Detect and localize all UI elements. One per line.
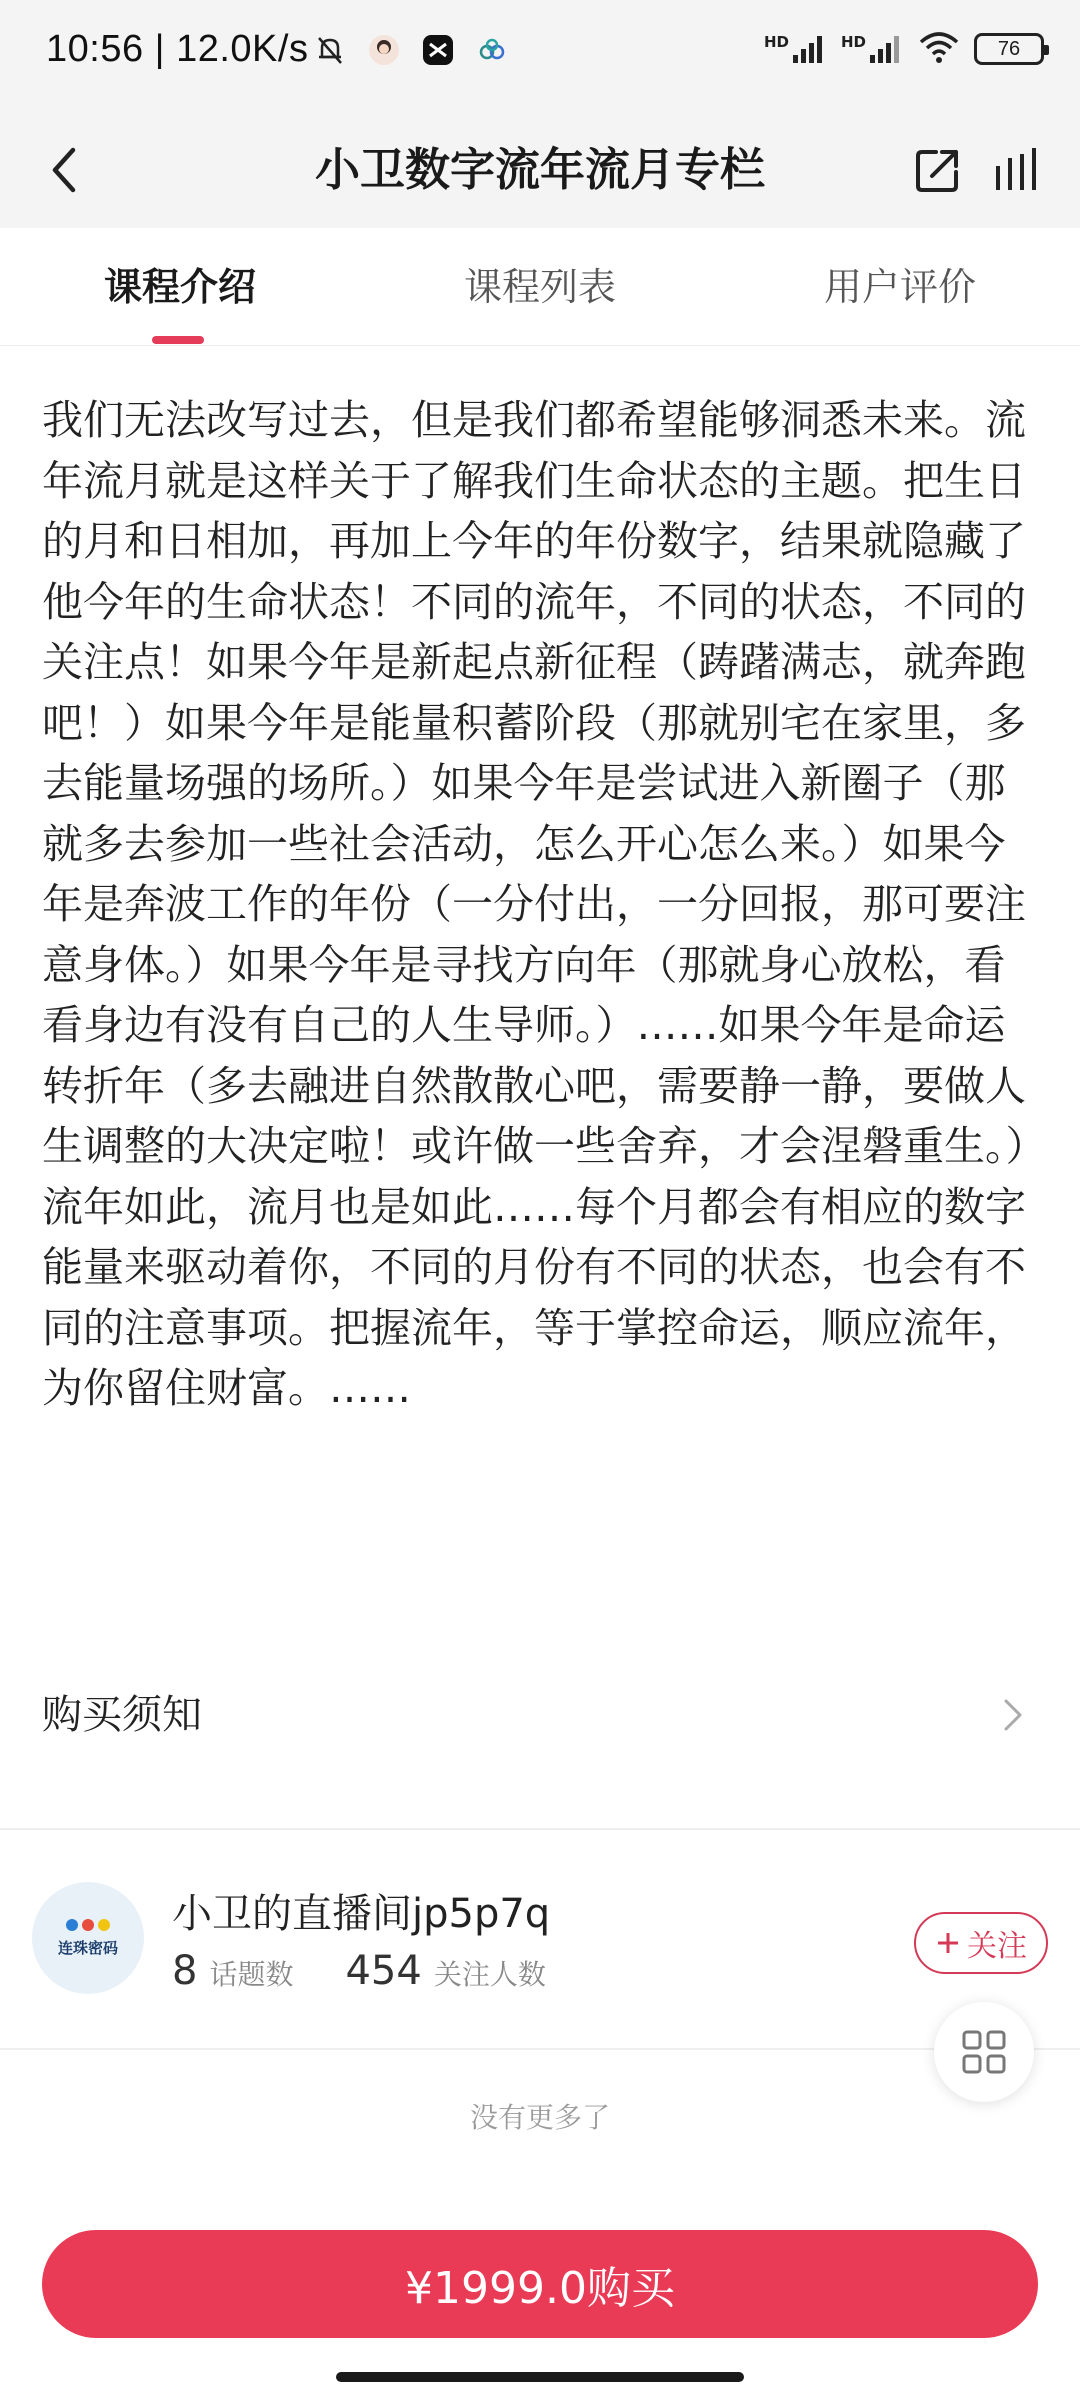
signal-hd-icon-1 (764, 33, 827, 65)
signal-hd-label: HD (763, 33, 789, 51)
share-button[interactable] (906, 138, 970, 202)
back-button[interactable] (30, 132, 100, 208)
author-avatar[interactable] (32, 1882, 144, 1994)
status-notification-icons (310, 30, 512, 70)
status-time: 10:56 | 12.0K/s (46, 28, 309, 70)
tab-bar (0, 228, 1080, 346)
home-indicator[interactable] (336, 2372, 744, 2382)
author-card[interactable] (0, 1830, 1080, 2050)
avatar-logo-icon (66, 1919, 110, 1931)
follow-button[interactable] (914, 1912, 1048, 1974)
topics-count: 8 (172, 1948, 198, 1994)
status-system-icons (764, 30, 1044, 68)
avatar-text: 连珠密码 (57, 1938, 118, 1957)
floating-grid-button[interactable] (934, 2002, 1034, 2102)
status-bar (0, 0, 1080, 112)
wifi-icon (918, 30, 960, 68)
tab-course-intro[interactable]: 课程介绍 (103, 265, 256, 309)
plus-icon (935, 1930, 961, 1956)
tab-user-reviews[interactable]: 用户评价 (823, 265, 976, 309)
follow-label: 关注 (967, 1929, 1027, 1964)
followers-label: 关注人数 (433, 1958, 546, 1991)
signal-hd-icon-2 (841, 33, 904, 65)
menu-button[interactable] (986, 138, 1050, 202)
author-stats (172, 1948, 598, 1994)
tab-course-list[interactable]: 课程列表 (463, 265, 616, 309)
grid-icon (961, 2029, 1007, 2075)
author-name[interactable]: 小卫的直播间jp5p7q (172, 1891, 551, 1937)
cloud-app-icon (472, 30, 512, 70)
stats-bars-icon (992, 144, 1044, 196)
signal-hd-label: HD (840, 33, 866, 51)
share-icon (914, 146, 962, 194)
no-more-text: 没有更多了 (469, 2101, 610, 2134)
battery-icon (974, 33, 1044, 65)
divider (0, 2048, 1080, 2050)
topics-label: 话题数 (209, 1958, 294, 1991)
bell-muted-icon (310, 30, 350, 70)
battery-level: 76 (997, 37, 1021, 60)
purchase-notice-label: 购买须知 (42, 1692, 202, 1738)
course-intro-text: 我们无法改写过去，但是我们都希望能够洞悉未来。流年流月就是这样关于了解我们生命状态的主题。把生日的月和日相加，再加上今年的年份数字，结果就隐藏了他今年的生命状态！不同的流年，不同的状态，不同的关注点！如果今年是新起点新征程（踌躇满志，就奔跑吧！）如果今年是能量积蓄阶段（那就别宅在家里，多去能量场强的场所。）如果今年是尝试进入新圈子（那就多去参加一些社会活动，怎么开心怎么来。）如果今年是奔波工作的年份（一分付出，一分回报，那可要注意身体。）如果今年是寻找方向年（那就身心放松，看看身边有没有自己的人生导师。）……如果今年是命运转折年（多去融进自然散散心吧，需要静一静，要做人生调整的大决定啦！或许做一些舍弃，才会涅磐重生。）流年如此，流月也是如此……每个月都会有相应的数字能量来驱动着你，不同的月份有不同的状态，也会有不同的注意事项。把握流年，等于掌控命运，顺应流年，为你留住财富。…… (42, 396, 1026, 1412)
app-avatar-icon (364, 30, 404, 70)
chevron-right-icon (990, 1693, 1034, 1737)
title-bar (0, 112, 1080, 228)
page-title: 小卫数字流年流月专栏 (314, 143, 765, 196)
buy-button[interactable]: ¥1999.0购买 (42, 2230, 1038, 2338)
active-tab-indicator (152, 336, 204, 344)
chevron-left-icon (45, 144, 85, 196)
purchase-notice-row[interactable] (0, 1660, 1080, 1770)
followers-count: 454 (345, 1948, 422, 1994)
capcut-icon (418, 30, 458, 70)
